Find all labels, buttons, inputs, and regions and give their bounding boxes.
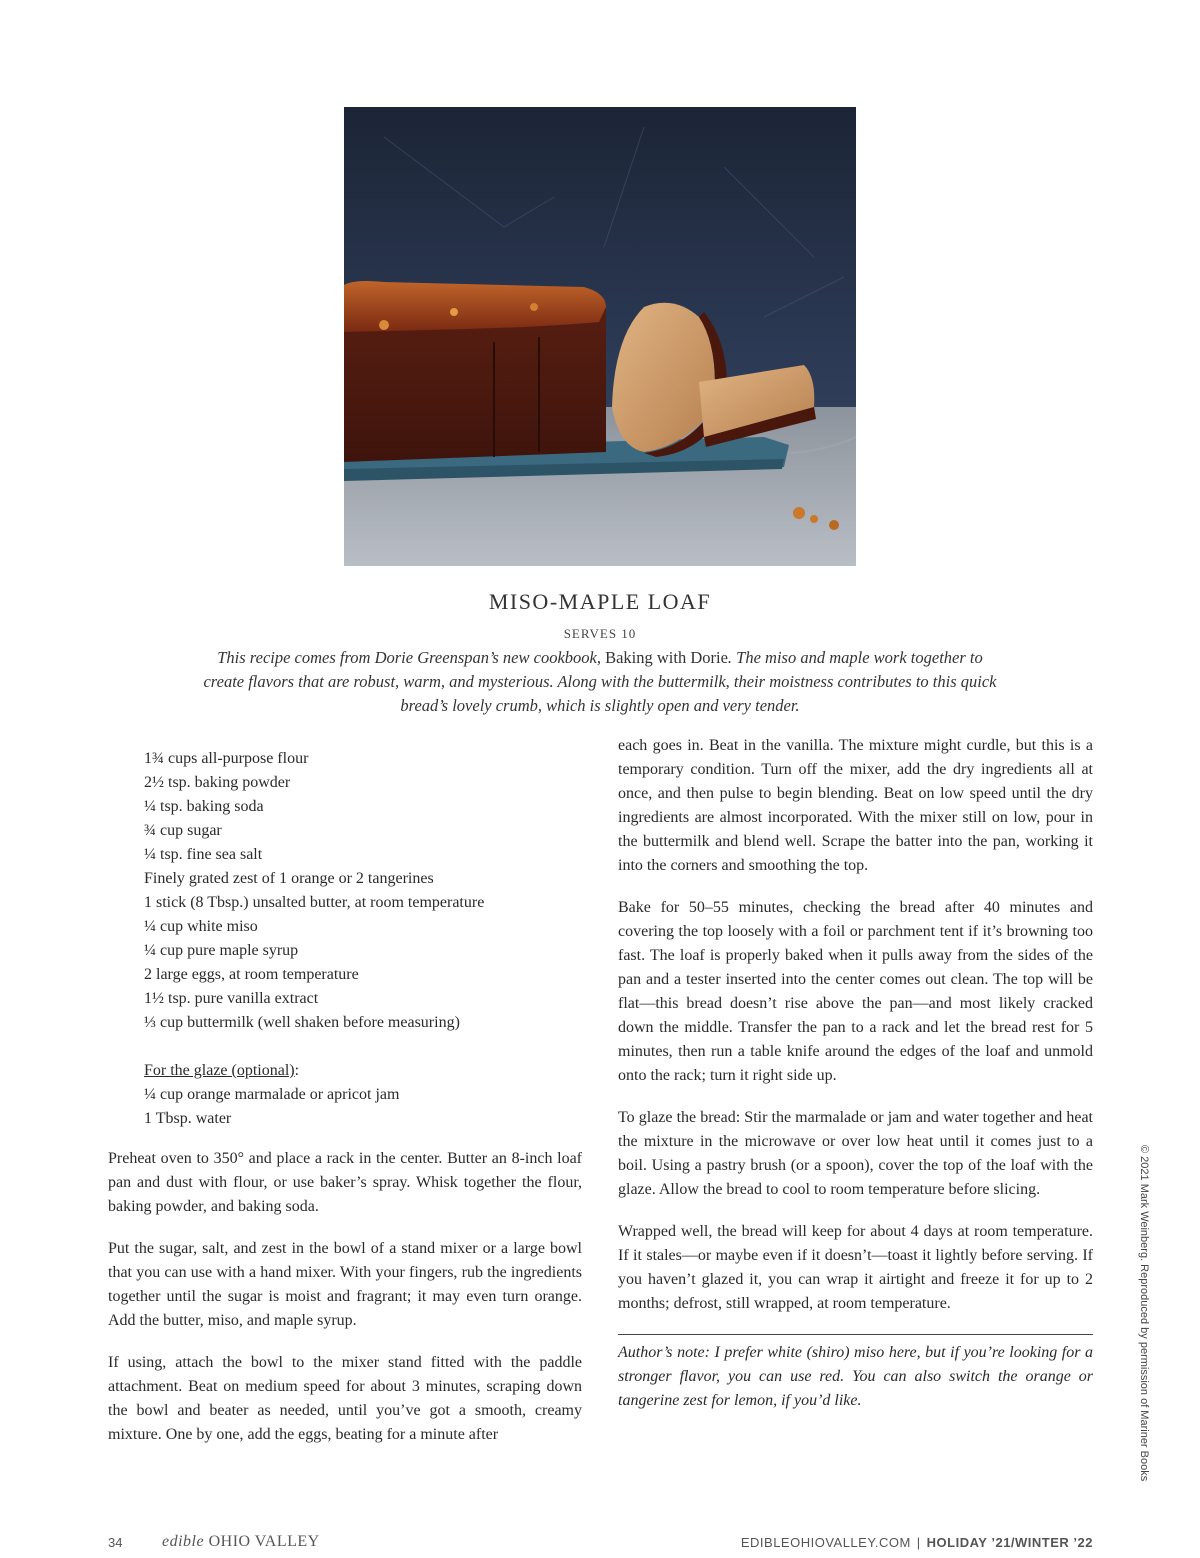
miso-maple-loaf-image — [344, 107, 856, 566]
photo-credit-text: © 2021 Mark Weinberg. Reproduced by permission of Mariner Books — [1138, 1145, 1150, 1482]
page-number: 34 — [108, 1535, 123, 1550]
ingredient-item: 2½ tsp. baking powder — [144, 774, 291, 791]
method-column-left — [108, 1147, 582, 1465]
method-paragraph: Put the sugar, salt, and zest in the bowl of a stand mixer or a large bowl that you can use with a hand mixer. With your fingers, rub the ingredients together until the sugar is moist and fragrant; it may even turn orange. Add the butter, miso, and maple syrup. — [108, 1240, 582, 1329]
magazine-name-region: OHIO VALLEY — [208, 1533, 320, 1550]
cookbook-title: Baking with Dorie — [605, 648, 728, 667]
page-footer — [0, 1535, 1200, 1555]
ingredient-item: ¼ tsp. fine sea salt — [144, 846, 263, 863]
footer-right — [741, 1535, 1093, 1550]
glaze-heading — [144, 1059, 584, 1083]
glaze-heading-text: For the glaze (optional) — [144, 1062, 295, 1079]
method-paragraph: If using, attach the bowl to the mixer stand fitted with the paddle attachment. Beat on medium speed for about 3 minutes, scraping down the bowl and beater as needed, until you’ve got a smooth, creamy mixture. One by one, add the eggs, beating for a minute after — [108, 1354, 582, 1443]
ingredient-item: ¼ cup white miso — [144, 918, 258, 935]
ingredient-item: 1 stick (8 Tbsp.) unsalted butter, at room temperature — [144, 894, 485, 911]
magazine-name — [162, 1533, 320, 1551]
footer-separator: | — [916, 1535, 921, 1550]
ingredient-item: 1½ tsp. pure vanilla extract — [144, 990, 319, 1007]
ingredients-list — [144, 747, 584, 1131]
ingredient-item: 2 large eggs, at room temperature — [144, 966, 359, 983]
glaze-item: ¼ cup orange marmalade or apricot jam — [144, 1086, 400, 1103]
recipe-intro — [200, 646, 1000, 718]
serves-label: SERVES 10 — [563, 626, 637, 641]
ingredient-item: ¾ cup sugar — [144, 822, 222, 839]
website-url: EDIBLEOHIOVALLEY.COM — [740, 1535, 911, 1550]
ingredient-item: ⅓ cup buttermilk (well shaken before measuring) — [144, 1014, 460, 1031]
ingredient-item: Finely grated zest of 1 orange or 2 tangerines — [144, 870, 434, 887]
glaze-heading-colon: : — [294, 1062, 300, 1079]
method-paragraph: Bake for 50–55 minutes, checking the bread after 40 minutes and covering the top loosely with a foil or parchment tent if it’s browning too fast. The loaf is properly baked when it pulls away from the sides of the pan and a tester inserted into the center comes out clean. The top will be flat—this bread doesn’t rise above the pan—and most likely cracked down the middle. Transfer the pan to a rack and let the bread rest for 5 minutes, then run a table knife around the edges of the loaf and unmold onto the rack; turn it right side up. — [618, 899, 1093, 1084]
ingredient-item: ¼ tsp. baking soda — [144, 798, 264, 815]
magazine-name-italic: edible — [162, 1533, 205, 1550]
method-paragraph: To glaze the bread: Stir the marmalade or jam and water together and heat the mixture in the microwave or over low heat until it comes just to a boil. Using a pastry brush (or a spoon), cover the top of the loaf with the glaze. Allow the bread to cool to room temperature before slicing. — [618, 1109, 1093, 1198]
ingredient-item: 1¾ cups all-purpose flour — [144, 750, 309, 767]
glaze-item: 1 Tbsp. water — [144, 1110, 232, 1127]
method-paragraph: Preheat oven to 350° and place a rack in the center. Butter an 8-inch loaf pan and dust with flour, or use baker’s spray. Whisk together the flour, baking powder, and baking soda. — [108, 1150, 582, 1215]
intro-text-1: This recipe comes from Dorie Greenspan’s new cookbook, — [217, 648, 606, 667]
method-paragraph: Wrapped well, the bread will keep for about 4 days at room temperature. If it stales—or maybe even if it doesn’t—toast it lightly before serving. If you haven’t glazed it, you can wrap it airtight and freeze it for up to 2 months; defrost, still wrapped, at room temperature. — [618, 1223, 1093, 1312]
photo-credit — [1138, 1145, 1164, 1482]
ingredient-item: ¼ cup pure maple syrup — [144, 942, 299, 959]
recipe-photo — [344, 107, 856, 566]
author-note: Author’s note: I prefer white (shiro) miso here, but if you’re looking for a stronger flavor, you can use red. You can also switch the orange or tangerine zest for lemon, if you’d like. — [618, 1334, 1093, 1413]
method-column-right — [618, 734, 1093, 1431]
method-paragraph: each goes in. Beat in the vanilla. The mixture might curdle, but this is a temporary condition. Turn off the mixer, add the dry ingredients all at once, and then pulse to begin blending. Beat on low speed until the dry ingredients are almost incorporated. With the mixer still on low, pour in the buttermilk and blend well. Scrape the batter into the pan, working it into the corners and smoothing the top. — [618, 737, 1093, 874]
intro-text-2: . The miso and maple work together to create flavors that are robust, warm, and mysterious. Along with the buttermilk, their moistness contributes to this quick bread’s lovely crumb, which is slightly open and very tender. — [203, 648, 997, 715]
recipe-title: MISO-MAPLE LOAF — [488, 589, 712, 614]
issue-label: HOLIDAY ’21/WINTER ’22 — [926, 1535, 1093, 1550]
